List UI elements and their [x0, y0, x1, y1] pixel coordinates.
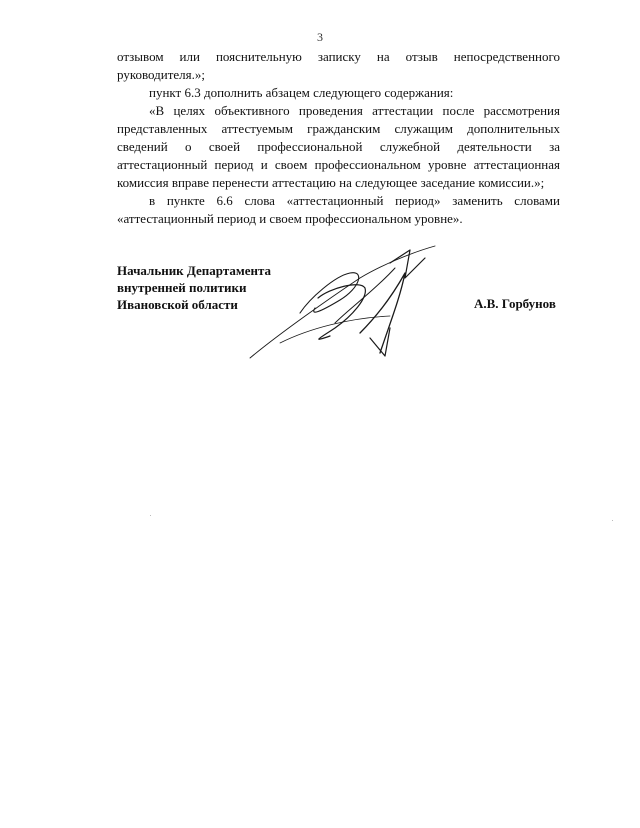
page-number: 3 — [317, 30, 323, 44]
document-body — [117, 48, 560, 228]
signature-title-line: Начальник Департамента — [117, 263, 272, 278]
paragraph-continuation: отзывом или пояснительную записку на отзыв непосредственного руководителя.»; — [117, 49, 560, 82]
signer-name: А.В. Горбунов — [474, 296, 556, 311]
paragraph-item-6-6: в пункте 6.6 слова «аттестационный период» заменить словами «аттестационный период и своем профессиональном уровне». — [117, 193, 560, 226]
paragraph-quoted-addition: «В целях объективного проведения аттестации после рассмотрения представленных аттестуемым гражданским служащим дополнительных сведений о своей профессиональной служебной деятельности за аттестационный период и своем профессиональном уровне аттестационная комиссия вправе перенести аттестацию на следующее заседание комиссии.»; — [117, 103, 560, 190]
signature-title-line: Ивановской области — [117, 297, 238, 312]
scan-artifact — [150, 515, 151, 516]
paragraph-item-6-3: пункт 6.3 дополнить абзацем следующего содержания: — [149, 85, 454, 100]
scan-artifact — [612, 520, 613, 521]
handwritten-signature — [240, 238, 450, 368]
signature-title-line: внутренней политики — [117, 280, 247, 295]
